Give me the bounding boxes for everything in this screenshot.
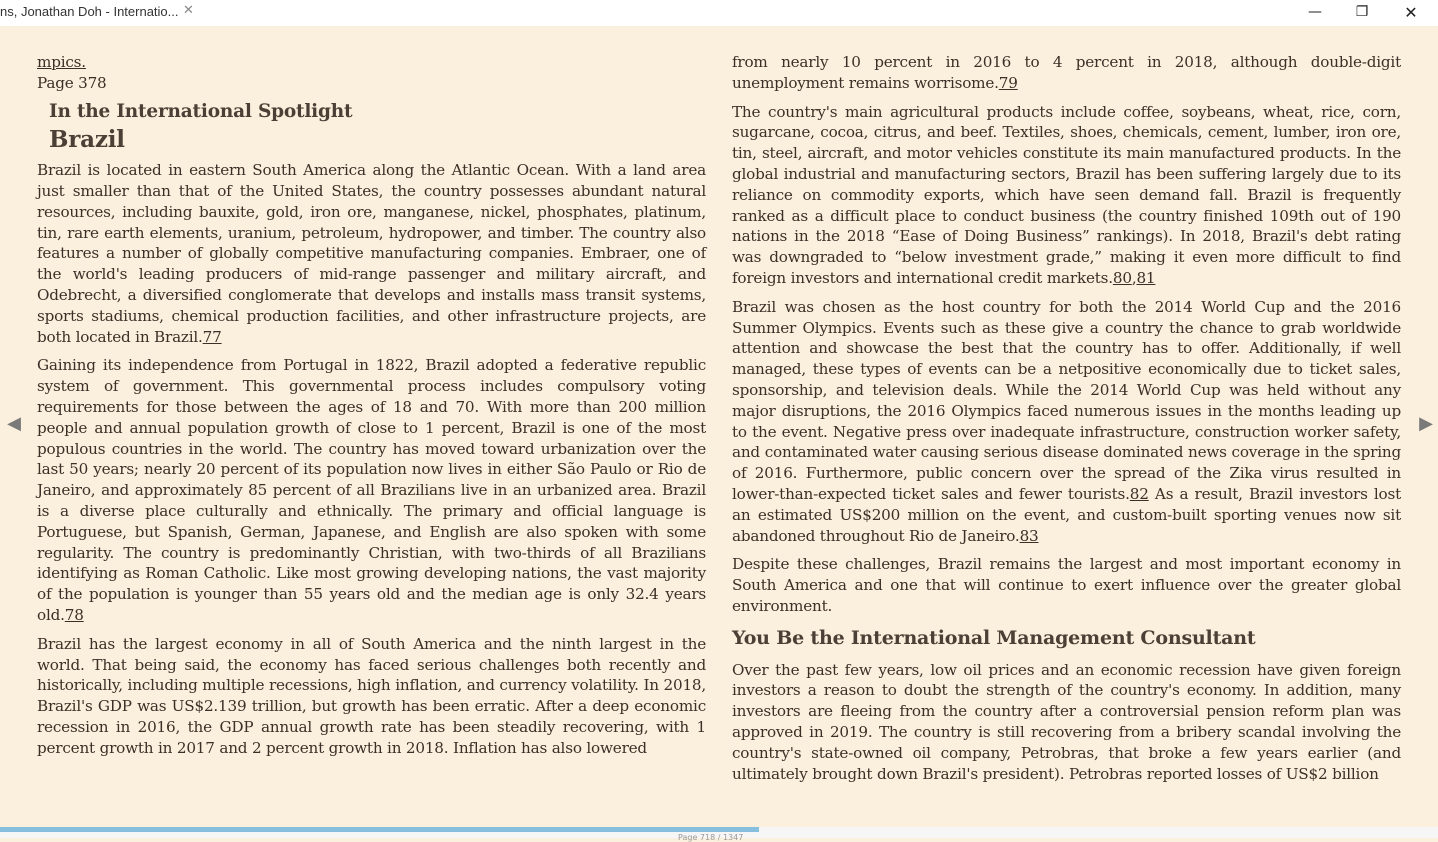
footnote-link[interactable]: 83 [1019, 526, 1039, 545]
footnote-separator: , [1131, 268, 1137, 287]
paragraph-text: The country's main agricultural products include coffee, soybeans, wheat, rice, corn, sugarcane, cocoa, citrus, and beef. Textiles, shoes, chemicals, cement, lumber, iron ore, tin, steel, aircraft, and motor vehicles constitute its main manufactured products. In the global industrial and manufacturing sectors, Brazil has been suffering largely due to its reliance on commodity exports, which have seen demand fall. Brazil is frequently ranked as a difficult place to conduct business (the country finished 109th out of 190 nations in the 2018 “Ease of Doing Business” rankings). In 2018, Brazil's debt rating was downgraded to “below investment grade,” making it even more difficult to find foreign investors and international credit markets. [732, 102, 1401, 287]
paragraph [732, 102, 1401, 289]
paragraph-text: Over the past few years, low oil prices and an economic recession have given foreign investors a reason to doubt the strength of the country's economy. In addition, many investors are fleeing from the country after a controversial pension reform plan was approved in 2019. The country is still recovering from a bribery scandal involving the country's state-owned oil company, Petrobras, that broke a few years earlier (and ultimately brought down Brazil's president). Petrobras reported losses of US$2 billion [732, 660, 1401, 783]
consultant-heading: You Be the International Management Consultant [732, 626, 1256, 649]
reading-progress-fill [0, 827, 759, 832]
paragraph [732, 52, 1401, 94]
footnote-link[interactable]: 80 [1112, 268, 1132, 287]
previous-page-icon[interactable]: ◀ [7, 412, 21, 434]
footnote-link[interactable]: 79 [998, 73, 1018, 92]
paragraph-text: As a result, Brazil investors lost an estimated US$200 million on the event, and custom-built sporting venues now sit abandoned throughout Rio de Janeiro. [732, 484, 1401, 545]
footnote-link[interactable]: 81 [1136, 268, 1156, 287]
page-indicator: Page 718 / 1347 [678, 833, 744, 842]
left-column [37, 52, 706, 767]
paragraph-text: Brazil was chosen as the host country for both the 2014 World Cup and the 2016 Summer Olympics. Events such as these give a country the chance to grab worldwide attention and showcase the best that the country has to offer. Additionally, if well managed, these types of events can be a netpositive economically due to ticket sales, sponsorship, and television deals. While the 2014 World Cup was held without any major disruptions, the 2016 Olympics faced numerous issues in the months leading up to the event. Negative press over inadequate infrastructure, construction worker safety, and contaminated water causing serious disease dominated news coverage in the spring of 2016. Furthermore, public concern over the spread of the Zika virus resulted in lower-than-expected ticket sales and fewer tourists. [732, 297, 1401, 503]
footnote-link[interactable]: 82 [1129, 484, 1149, 503]
spotlight-heading: In the International Spotlight [49, 100, 353, 122]
page-number-label: Page 378 [37, 73, 107, 92]
paragraph [732, 297, 1401, 547]
close-window-button[interactable]: ✕ [1404, 2, 1418, 22]
paragraph-text: Gaining its independence from Portugal in 1822, Brazil adopted a federative republic system of government. This governmental process includes compulsory voting requirements for those between the ages of 18 and 70. With more than 200 million people and annual population growth of close to 1 percent, Brazil is one of the most populous countries in the world. The country has moved toward urbanization over the last 50 years; nearly 20 percent of its population now lives in either São Paulo or Rio de Janeiro, and approximately 85 percent of all Brazilians live in an urbanized area. Brazil is a diverse place culturally and ethnically. The primary and official language is Portuguese, but Spanish, German, Japanese, and English are also spoken with some regularity. The country is predominantly Christian, with two-thirds of all Brazilians identifying as Roman Catholic. Like most growing developing nations, the vast majority of the population is younger than 55 years old and the median age is only 32.4 years old. [37, 356, 706, 624]
paragraph-text: from nearly 10 percent in 2016 to 4 percent in 2018, although double-digit unemployment remains worrisome. [732, 53, 1401, 92]
maximize-button[interactable]: ❐ [1355, 4, 1369, 20]
paragraph [732, 554, 1401, 616]
close-tab-icon[interactable]: ✕ [183, 3, 194, 18]
paragraph-text: Despite these challenges, Brazil remains the largest and most important economy in South America and one that will continue to exert influence over the greater global environment. [732, 555, 1401, 615]
next-page-icon[interactable]: ▶ [1419, 412, 1433, 434]
previous-text-tail: . [81, 53, 86, 71]
paragraph-text: Brazil has the largest economy in all of South America and the ninth largest in the world. That being said, the economy has faced serious challenges both recently and historically, including multiple recessions, high inflation, and currency volatility. In 2018, Brazil's GDP was US$2.139 trillion, but growth has been erratic. After a deep economic recession in 2016, the GDP annual growth rate has been steadily recovering, with 1 percent growth in 2017 and 2 percent growth in 2018. Inflation has also lowered [37, 634, 706, 757]
country-heading: Brazil [49, 126, 125, 154]
right-column [732, 52, 1401, 792]
reading-progress-bar[interactable] [0, 827, 1438, 842]
paragraph [37, 160, 706, 347]
paragraph-text: Brazil is located in eastern South America along the Atlantic Ocean. With a land area just smaller than that of the United States, the country possesses abundant natural resources, including bauxite, gold, iron ore, manganese, nickel, phosphates, platinum, tin, rare earth elements, uranium, petroleum, hydropower, and timber. The country also features a number of globally competitive manufacturing companies. Embraer, one of the world's leading producers of mid-range passenger and military aircraft, and Odebrecht, a diversified conglomerate that develops and installs mass transit systems, sports stadiums, chemical production facilities, and other infrastructure projects, are both located in Brazil. [37, 161, 706, 346]
tab-title[interactable]: ns, Jonathan Doh - Internatio... [0, 4, 179, 19]
paragraph [37, 355, 706, 625]
paragraph [37, 634, 706, 759]
minimize-button[interactable]: — [1308, 4, 1322, 20]
footnote-link[interactable]: 78 [64, 605, 84, 624]
previous-text-fragment [37, 52, 706, 73]
title-bar [0, 0, 1438, 26]
previous-text-link[interactable]: mpics [37, 53, 82, 71]
footnote-link[interactable]: 77 [202, 327, 222, 346]
paragraph [732, 660, 1401, 785]
